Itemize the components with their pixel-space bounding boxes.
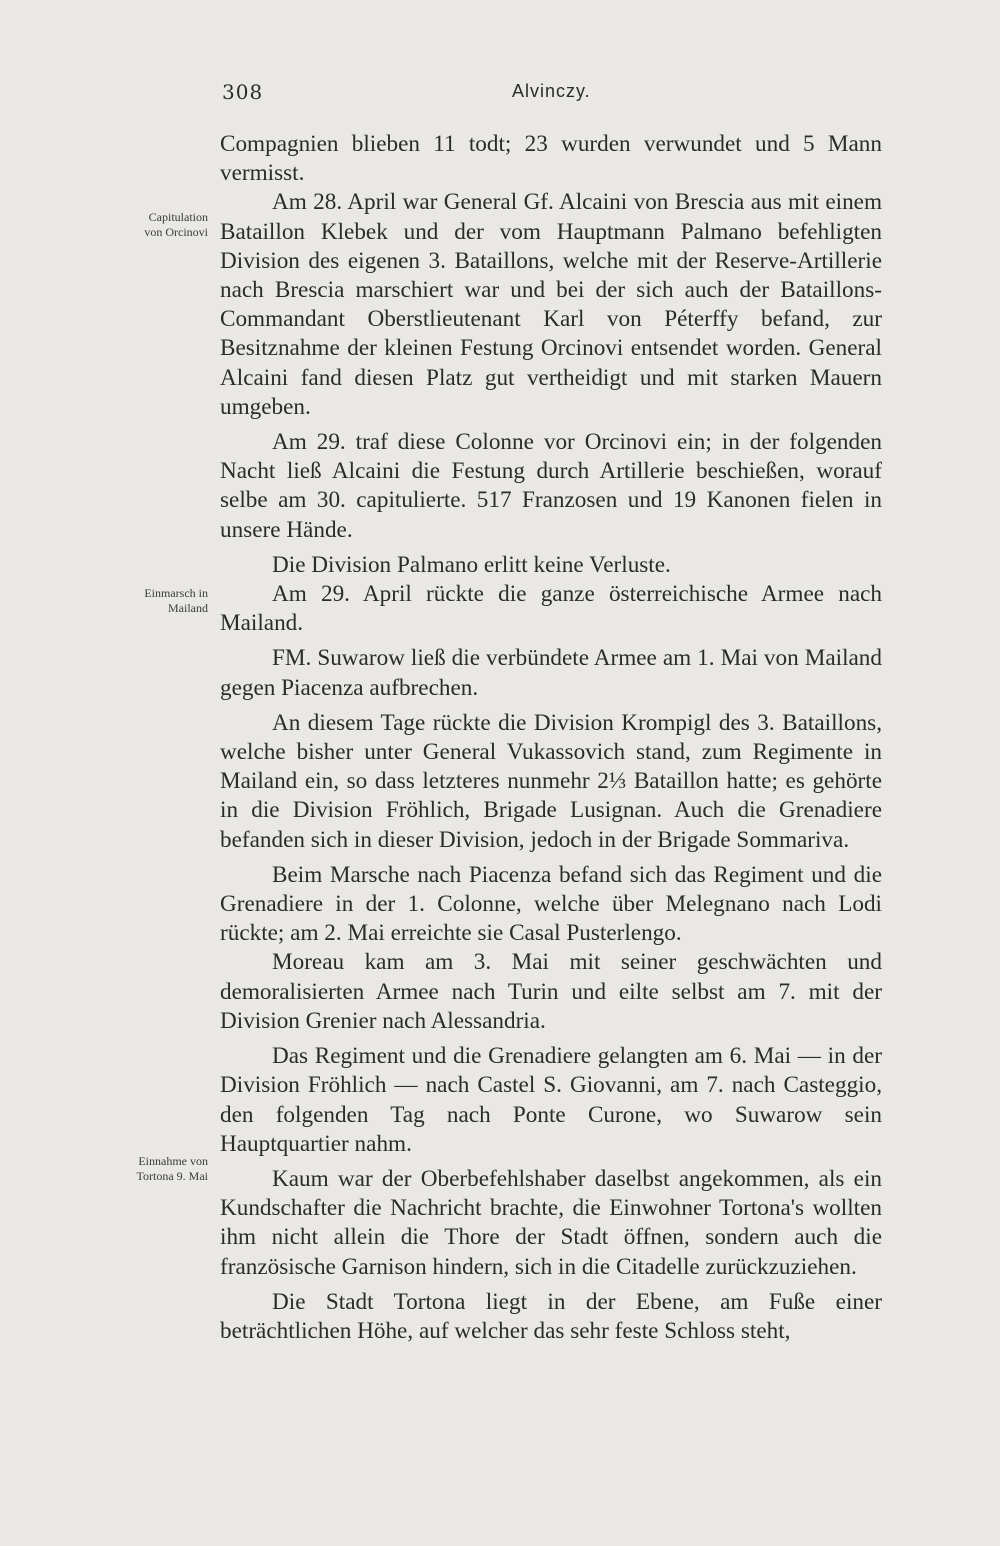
paragraph: Kaum war der Oberbefehlshaber daselbst angekommen, als ein Kundschafter die Nachricht brachte, die Einwohner Tortona's wollten ihm nicht allein die Thore der Stadt öffnen, sondern auch die französische Garnison hindern, sich in die Citadelle zurückzuziehen. — [220, 1165, 882, 1280]
margin-note-line: von Orcinovi — [144, 225, 208, 239]
margin-note-capitulation — [100, 210, 208, 240]
paragraph: FM. Suwarow ließ die verbündete Armee am 1. Mai von Mailand gegen Piacenza aufbrechen. — [220, 645, 882, 701]
body-text — [220, 130, 882, 1346]
paragraph: Beim Marsche nach Piacenza befand sich das Regiment und die Grenadiere in der 1. Colonne, welche über Melegnano nach Lodi rückte; am 2. Mai erreichte sie Casal Pusterlengo. — [220, 861, 882, 947]
running-title: Alvinczy. — [512, 81, 591, 101]
margin-note-tortona — [100, 1154, 208, 1184]
paragraph: Moreau kam am 3. Mai mit seiner geschwächten und demoralisierten Armee nach Turin und eilte selbst am 7. mit der Division Grenier nach Alessandria. — [220, 949, 882, 1034]
paragraph: Compagnien blieben 11 todt; 23 wurden verwundet und 5 Mann vermisst. — [220, 131, 882, 187]
paragraph: An diesem Tage rückte die Division Krompigl des 3. Bataillons, welche bisher unter General Vukassovich stand, zum Regimente in Mailand ein, so dass letzteres nunmehr 2⅓ Bataillon hatte; es gehörte in die Division Fröhlich, Brigade Lusignan. Auch die Grenadiere befanden sich in dieser Division, jedoch in der Brigade Sommariva. — [220, 709, 882, 853]
paragraph: Am 29. April rückte die ganze österreichische Armee nach Mailand. — [220, 581, 882, 637]
margin-note-line: Capitulation — [148, 210, 208, 224]
margin-note-line: Einmarsch in — [144, 586, 208, 600]
margin-note-line: Mailand — [168, 601, 208, 615]
paragraph: Die Division Palmano erlitt keine Verluste. — [272, 551, 671, 578]
paragraph: Am 29. traf diese Colonne vor Orcinovi ein; in der folgenden Nacht ließ Alcaini die Festung durch Artillerie beschießen, worauf selbe am 30. capitulierte. 517 Franzosen und 19 Kanonen fielen in unsere Hände. — [220, 429, 882, 543]
margin-note-line: Einnahme von — [138, 1154, 208, 1168]
paragraph: Die Stadt Tortona liegt in der Ebene, am Fuße einer beträchtlichen Höhe, auf welcher das sehr feste Schloss steht, — [220, 1288, 882, 1344]
paragraph: Am 28. April war General Gf. Alcaini von Brescia aus mit einem Bataillon Klebek und der vom Hauptmann Palmano befehligten Division des eigenen 3. Bataillons, welche mit der Reserve-Artillerie nach Brescia marschiert war und bei der sich auch der Bataillons-Commandant Oberstlieutenant Karl von Péterffy befand, zur Besitznahme der kleinen Festung Orcinovi entsendet worden. General Alcaini fand diesen Platz gut vertheidigt und mit starken Mauern umgeben. — [220, 189, 882, 420]
page-number: 308 — [222, 80, 264, 104]
paragraph: Das Regiment und die Grenadiere gelangten am 6. Mai — in der Division Fröhlich — nach Castel S. Giovanni, am 7. nach Casteggio, den folgenden Tag nach Ponte Curone, wo Suwarow sein Hauptquartier nahm. — [220, 1043, 882, 1157]
margin-note-einmarsch — [100, 586, 208, 616]
margin-note-line: Tortona 9. Mai — [136, 1169, 208, 1183]
